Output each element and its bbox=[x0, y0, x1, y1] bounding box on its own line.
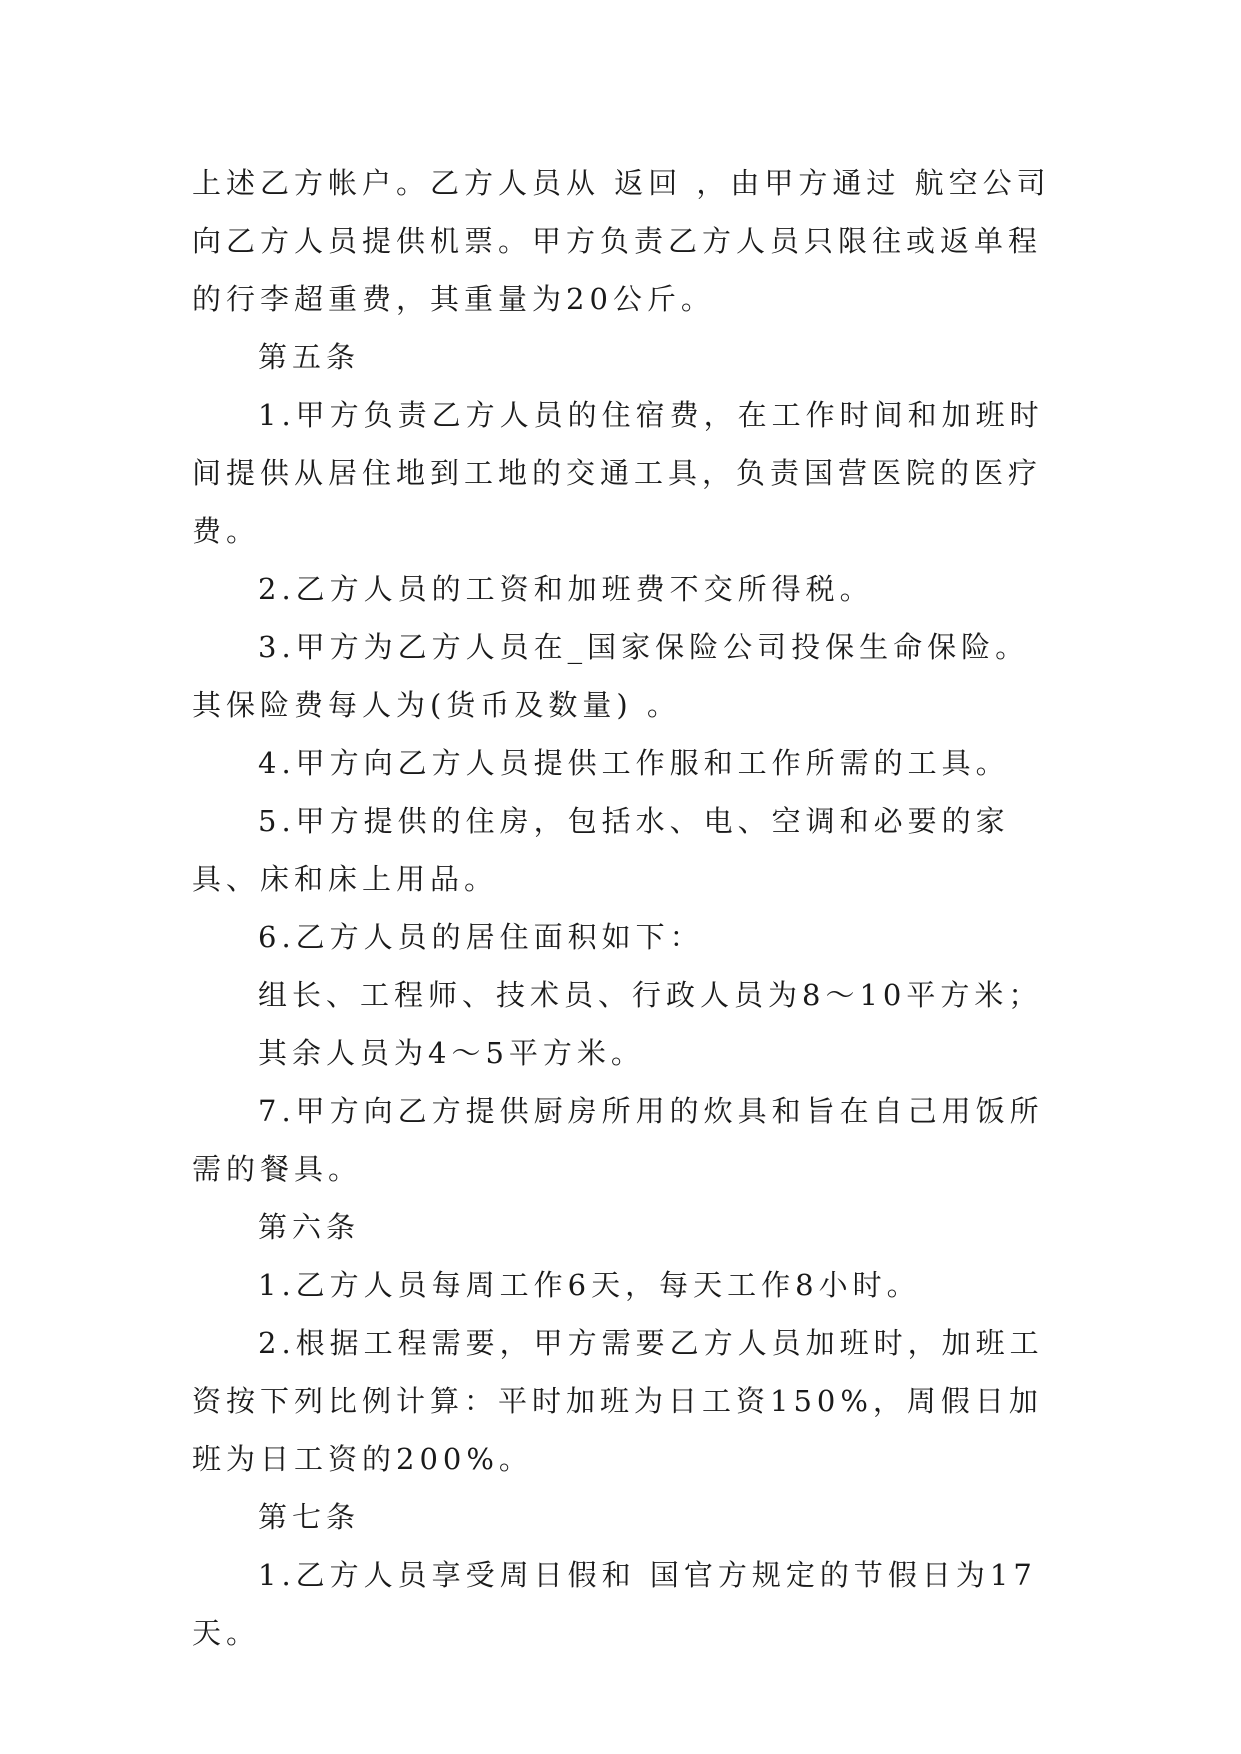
article-5-item-5: 5.甲方提供的住房，包括水、电、空调和必要的家具、床和床上用品。 bbox=[192, 804, 1010, 896]
document-body bbox=[192, 154, 1062, 1662]
article-5-item-6: 6.乙方人员的居住面积如下： bbox=[258, 920, 704, 954]
article-6-item-1: 1.乙方人员每周工作6天，每天工作8小时。 bbox=[258, 1268, 921, 1302]
article-5-item-7: 7.甲方向乙方提供厨房所用的炊具和旨在自己用饭所需的餐具。 bbox=[192, 1094, 1044, 1186]
article-6-heading: 第六条 bbox=[258, 1210, 361, 1244]
article-7-item-1: 1.乙方人员享受周日假和 国官方规定的节假日为17天。 bbox=[192, 1558, 1037, 1650]
living-area-leaders: 组长、工程师、技术员、行政人员为8～10平方米； bbox=[258, 978, 1043, 1012]
article-5-item-1: 1.甲方负责乙方人员的住宿费，在工作时间和加班时间提供从居住地到工地的交通工具，负责国营医院的医疗费。 bbox=[192, 398, 1044, 548]
article-5-item-2: 2.乙方人员的工资和加班费不交所得税。 bbox=[258, 572, 874, 606]
living-area-others: 其余人员为4～5平方米。 bbox=[258, 1036, 645, 1070]
article-5-heading: 第五条 bbox=[258, 340, 361, 374]
article-6-item-2: 2.根据工程需要，甲方需要乙方人员加班时，加班工资按下列比例计算：平时加班为日工资150%，周假日加班为日工资的200%。 bbox=[192, 1326, 1044, 1476]
article-5-item-4: 4.甲方向乙方人员提供工作服和工作所需的工具。 bbox=[258, 746, 1010, 780]
paragraph-account-tickets: 上述乙方帐户。乙方人员从 返回 ，由甲方通过 航空公司向乙方人员提供机票。甲方负责乙方人员只限往或返单程的行李超重费，其重量为20公斤。 bbox=[192, 166, 1051, 316]
article-5-item-3: 3.甲方为乙方人员在_国家保险公司投保生命保险。其保险费每人为(货币及数量) 。 bbox=[192, 630, 1030, 722]
article-7-heading: 第七条 bbox=[258, 1500, 361, 1534]
